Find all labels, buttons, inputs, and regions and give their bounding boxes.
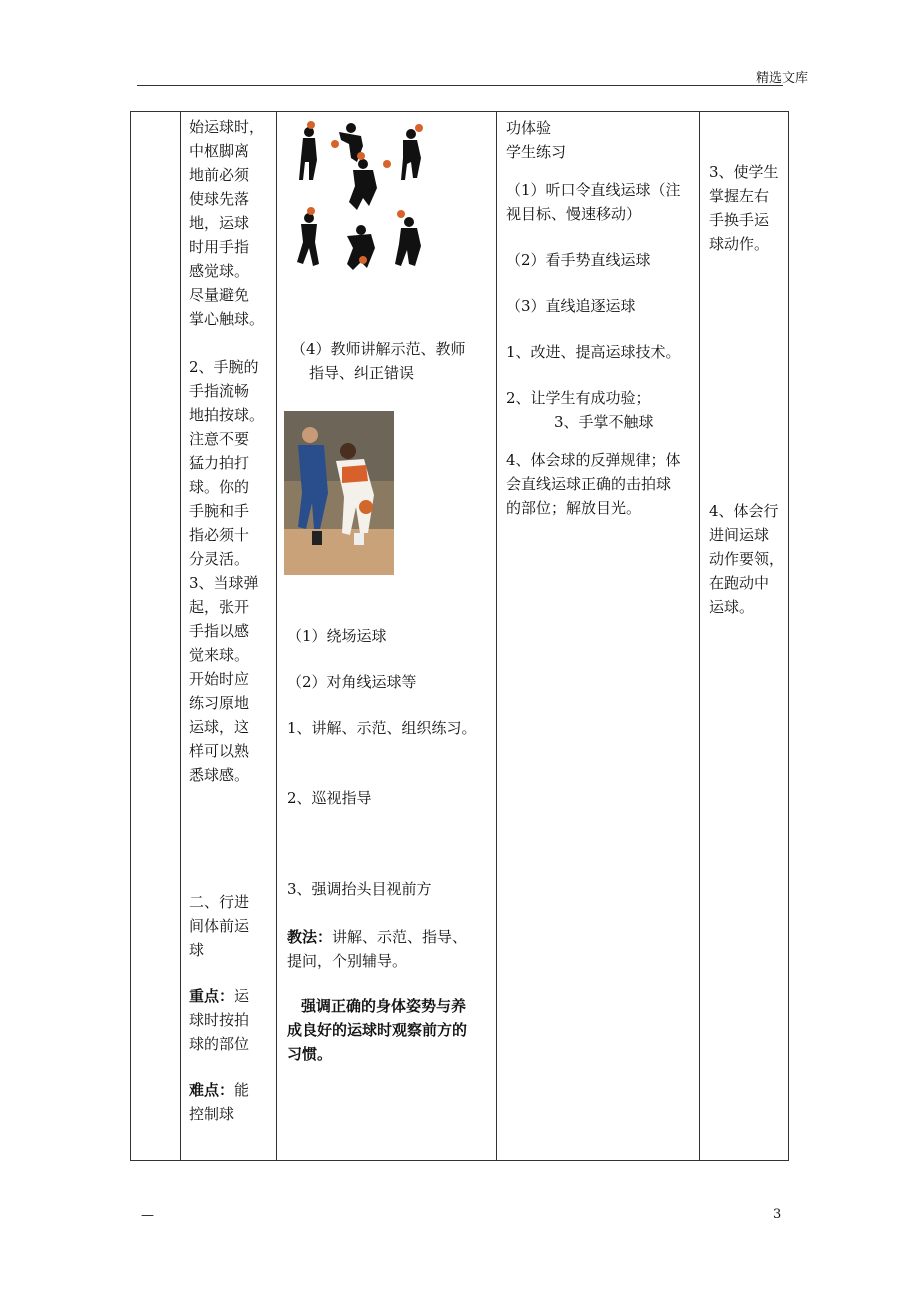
header-title: 精选文库 (755, 71, 808, 86)
emphasis-note: 强调正确的身体姿势与养 成良好的运球时观察前方的 习惯。 (287, 997, 468, 1063)
key-point-line: 使球先落 (189, 190, 250, 208)
teacher-drills: （1）绕场运球 （2）对角线运球等 1、讲解、示范、组织练习。 2、巡视指导 3、强调抬头目视前方 (287, 627, 477, 898)
teaching-method: 教法：讲解、示范、指导、 提问，个别辅导。 (287, 928, 468, 970)
key-point-line: 样可以熟 (189, 742, 250, 760)
key-point-line: 地前必须 (189, 166, 250, 184)
key-point-line: 手指以感 (189, 622, 250, 640)
key-point-line: 猛力拍打 (189, 454, 250, 472)
key-point: 重点：运 球时按拍 球的部位 (189, 987, 250, 1053)
key-point-line: 手腕和手 (189, 502, 250, 520)
section-title: 二、行进 间体前运 球 (189, 893, 250, 959)
key-point-line: 悉球感。 (189, 766, 250, 784)
silhouettes-illustration (291, 118, 431, 274)
key-point-line: 地拍按球。 (189, 406, 265, 424)
column-divider (276, 112, 277, 1160)
lesson-table (130, 111, 789, 1161)
key-points-column (189, 115, 275, 787)
key-point-line: 觉来球。 (189, 646, 250, 664)
key-point-line: 指必须十 (189, 526, 250, 544)
key-point-line: 地，运球 (189, 214, 250, 232)
key-point-line: 运球，这 (189, 718, 250, 736)
teacher-demo-text: （4）教师讲解示范、教师 指导、纠正错误 (291, 340, 466, 382)
objective-3: 3、使学生 掌握左右 手换手运 球动作。 (709, 163, 779, 253)
key-point-line: 中枢脚离 (189, 142, 250, 160)
basketball-photo (284, 411, 394, 575)
key-point-line: 练习原地 (189, 694, 250, 712)
column-divider (496, 112, 497, 1160)
key-point-line: 注意不要 (189, 430, 250, 448)
key-point-line: 始运球时， (189, 118, 265, 136)
key-point-line: 开始时应 (189, 670, 250, 688)
page-number: 3 (773, 1207, 782, 1222)
key-point-line: 手指流畅 (189, 382, 250, 400)
key-point-line: 感觉球。 (189, 262, 250, 280)
key-point-line: 起，张开 (189, 598, 250, 616)
objective-4: 4、体会行 进间运球 动作要领， 在跑动中 运球。 (709, 502, 785, 616)
key-point-line: 掌心触球。 (189, 310, 265, 328)
difficulty-point: 难点：能 控制球 (189, 1081, 250, 1123)
key-point-line: 球。你的 (189, 478, 250, 496)
key-point-line: 尽量避免 (189, 286, 250, 304)
header-divider (137, 85, 783, 86)
column-divider (699, 112, 700, 1160)
key-point-line: 分灵活。 (189, 550, 250, 568)
footer-dash: — (141, 1208, 154, 1223)
column-divider (180, 112, 181, 1160)
key-point-line: 3、当球弹 (189, 574, 259, 592)
key-point-line: 2、手腕的 (189, 358, 259, 376)
student-activities: 功体验 学生练习 （1）听口令直线运球（注 视目标、慢速移动） （2）看手势直线运球 （3）直线追逐运球 1、改进、提高运球技术。 2、让学生有成功验； 3、手掌不触球 4、体会球的反弹规律；体 会直线运球正确的击拍球 的部位；解放目光。 (506, 119, 681, 517)
key-point-line: 时用手指 (189, 238, 250, 256)
